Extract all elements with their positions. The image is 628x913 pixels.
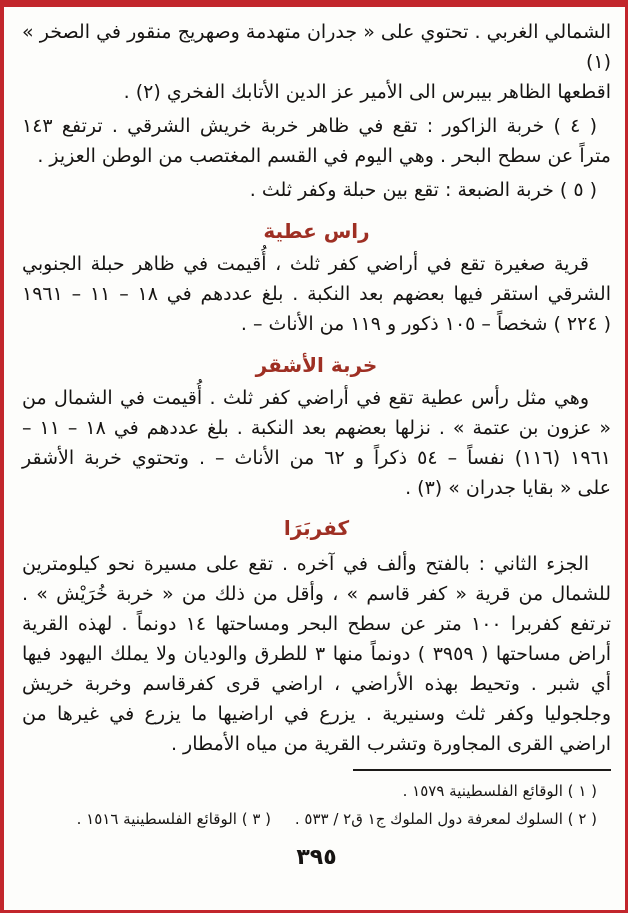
text-line: قرية صغيرة تقع في أراضي كفر ثلث ، أُقيمت في ظاهر حبلة الجنوبي bbox=[22, 253, 589, 275]
section-ras-atiya bbox=[22, 249, 611, 339]
text-line: ترتفع كفربرا ١٠٠ متر عن سطح البحر ومساحتها ١٤ دونماً . لهذه القرية bbox=[22, 613, 611, 635]
text-line: وجلجوليا وكفر ثلث وسنيرية . يزرع في اراضيها ما يزرع في غيرها من bbox=[22, 703, 611, 725]
footnote-line: ( ١ ) الوقائع الفلسطينية ١٥٧٩ . bbox=[402, 782, 597, 800]
footnotes bbox=[22, 777, 611, 833]
page-number: ٣٩٥ bbox=[296, 845, 337, 870]
text-line: ١٩٦١ (١١٦) نفساً – ٥٤ ذكراً و ٦٢ من الأناث – . وتحتوي خربة الأشقر bbox=[22, 447, 611, 469]
text-line: ( ٥ ) خربة الضبعة : تقع بين حبلة وكفر ثلث . bbox=[249, 179, 597, 201]
page-text bbox=[4, 7, 625, 870]
paragraph-continuation bbox=[22, 17, 611, 107]
text-line: « عزون بن عتمة » . نزلها بعضهم بعد النكبة . بلغ عددهم في ١٨ – ١١ – bbox=[22, 417, 612, 439]
paragraph-item-4 bbox=[22, 111, 611, 171]
text-line: اراضي القرى المجاورة وتشرب القرية من مياه الأمطار . bbox=[170, 733, 611, 755]
text-line: للشمال من قرية « كفر قاسم » ، وأقل من ذلك من « خربة خُرَيْش » . bbox=[22, 583, 611, 605]
text-line: أراض مساحتها ( ٣٩٥٩ ) دونماً منها ٣ للطرق والوديان ولا يملك اليهود فيها bbox=[22, 643, 611, 665]
text-line: على « بقايا جدران » (٣) . bbox=[405, 477, 611, 499]
text-line: أي شبر . وتحيط بهذه الأراضي ، اراضي قرى كفرقاسم وخربة خريش bbox=[22, 673, 611, 695]
text-line: ( ٤ ) خربة الزاكور : تقع في ظاهر خربة خريش الشرقي . ترتفع ١٤٣ bbox=[22, 115, 597, 137]
text-line: وهي مثل رأس عطية تقع في أراضي كفر ثلث . أُقيمت في الشمال من bbox=[22, 387, 589, 409]
text-line: اقطعها الظاهر بيبرس الى الأمير عز الدين الأتابك الفخري (٢) . bbox=[123, 81, 611, 103]
footnote-separator bbox=[353, 769, 611, 771]
paragraph-item-5 bbox=[22, 175, 611, 205]
text-line: ( ٢٢٤ ) شخصاً – ١٠٥ ذكور و ١١٩ من الأناث – . bbox=[240, 313, 611, 335]
footnote-line: ( ٢ ) السلوك لمعرفة دول الملوك ج١ ق٢ / ٥٣٣ . ( ٣ ) الوقائع الفلسطينية ١٥١٦ . bbox=[76, 810, 597, 828]
section-kafr-bara bbox=[22, 549, 611, 759]
text-line: الشمالي الغربي . تحتوي على « جدران متهدمة وصهريج منقور في الصخر » (١) bbox=[22, 21, 611, 73]
section-khirbet-al-ashqar bbox=[22, 383, 611, 503]
heading-ras-atiya: راس عطية bbox=[263, 219, 370, 243]
heading-kafr-bara: كفربَرَا bbox=[283, 516, 350, 540]
text-line: متراً عن سطح البحر . وهي اليوم في القسم المغتصب من الوطن العزيز . bbox=[37, 145, 611, 167]
heading-khirbet-al-ashqar: خربة الأشقر bbox=[255, 353, 378, 377]
text-line: الجزء الثاني : بالفتح وألف في آخره . تقع على مسيرة نحو كيلومترين bbox=[22, 553, 589, 575]
text-line: الشرقي استقر فيها بعضهم بعد النكبة . بلغ عددهم في ١٨ – ١١ – ١٩٦١ bbox=[22, 283, 611, 305]
